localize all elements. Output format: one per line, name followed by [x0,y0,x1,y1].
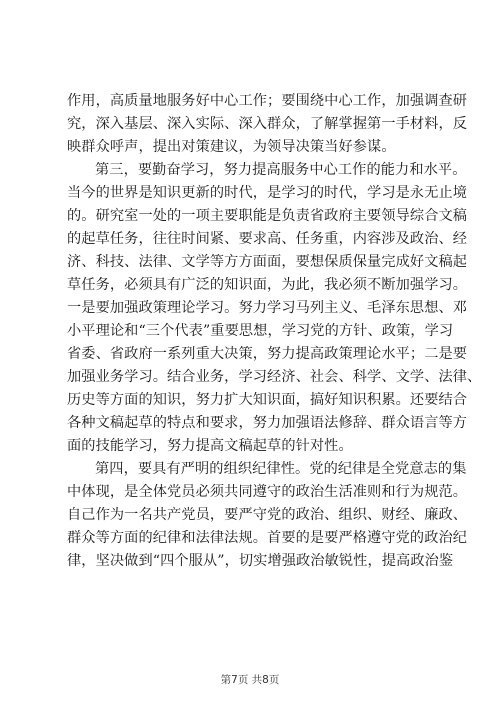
text-line: 群众等方面的纪律和法律法规。首要的是要严格遵守党的政治纪 [67,530,468,546]
text-line: 一是要加强政策理论学习。努力学习马列主义、毛泽东思想、邓 [67,300,468,316]
text-line: 律，坚决做到“四个服从”，切实增强政治敏锐性，提高政治鉴 [67,553,454,569]
text-line: 面的技能学习，努力提高文稿起草的针对性。 [67,438,353,454]
document-body [67,90,482,573]
text-line: 各种文稿起草的特点和要求，努力加强语法修辞、群众语言等方 [67,415,468,431]
text-line: 中体现，是全体党员必须共同遵守的政治生活准则和行为规范。 [67,484,468,500]
text-line: 历史等方面的知识，努力扩大知识面，搞好知识积累。还要结合 [67,392,468,408]
paragraph-start-line: 第四，要具有严明的组织纪律性。党的纪律是全党意志的集 [95,461,467,477]
text-line: 映群众呼声，提出对策建议，为领导决策当好参谋。 [67,139,396,155]
page-number: 第7页 共8页 [220,674,280,686]
text-line: 作用，高质量地服务好中心工作；要围绕中心工作，加强调查研 [67,93,468,109]
text-line: 草任务，必须具有广泛的知识面，为此，我必须不断加强学习。 [67,277,468,293]
text-line: 的起草任务，往往时间紧、要求高、任务重，内容涉及政治、经 [67,231,468,247]
text-line: 加强业务学习。结合业务，学习经济、社会、科学、文学、法律、 [67,369,482,385]
text-line: 济、科技、法律、文学等方方面面，要想保质保量完成好文稿起 [67,254,468,270]
text-line: 自己作为一名共产党员，要严守党的政治、组织、财经、廉政、 [67,507,468,523]
text-line: 的。研究室一处的一项主要职能是负责省政府主要领导综合文稿 [67,208,468,224]
text-line: 当今的世界是知识更新的时代，是学习的时代，学习是永无止境 [67,185,468,201]
paragraph-start-line: 第三，要勤奋学习，努力提高服务中心工作的能力和水平。 [95,162,467,178]
text-line: 究，深入基层、深入实际、深入群众，了解掌握第一手材料，反 [67,116,468,132]
text-line: 小平理论和“三个代表”重要思想，学习党的方针、政策，学习 [67,323,454,339]
text-line: 省委、省政府一系列重大决策，努力提高政策理论水平；二是要 [67,346,468,362]
